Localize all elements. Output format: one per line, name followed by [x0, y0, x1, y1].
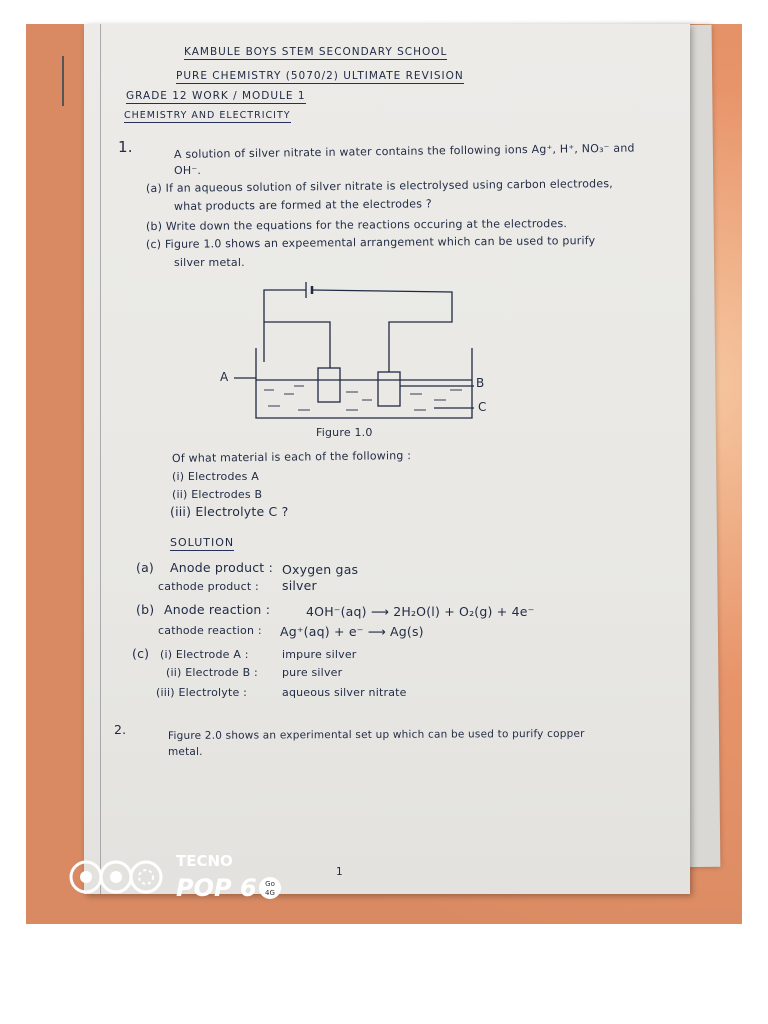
figure-caption: Figure 1.0: [316, 426, 373, 439]
watermark-brand: TECNO: [176, 852, 233, 870]
anode-product-label: Anode product :: [170, 560, 273, 575]
electrode-b: [378, 372, 400, 406]
anode-reaction-label: Anode reaction :: [164, 602, 271, 617]
cathode-reaction-label: cathode reaction :: [158, 624, 262, 637]
question-1-ask-ii: (ii) Electrodes B: [172, 488, 263, 501]
electrode-b-label: (ii) Electrode B :: [166, 666, 258, 679]
wire-to-a: [264, 322, 330, 368]
page-number: 1: [336, 866, 343, 878]
solution-b-label: (b): [136, 602, 155, 617]
wire-right: [312, 290, 452, 372]
question-1a-2: what products are formed at the electrodes ?: [173, 197, 432, 213]
lens-core-2: [110, 871, 122, 883]
solution-heading: SOLUTION: [170, 536, 235, 549]
lens-ring-3: [131, 862, 161, 892]
topic-line: CHEMISTRY AND ELECTRICITY: [124, 110, 291, 121]
watermark-badge-top: Go: [265, 880, 275, 888]
margin-line: [100, 24, 101, 894]
lens-core-1: [80, 871, 92, 883]
question-2-line-2: metal.: [168, 746, 203, 758]
solution-a-label: (a): [136, 560, 155, 575]
electrolyte-label: (iii) Electrolyte :: [156, 686, 248, 699]
watermark-icon: [66, 850, 286, 904]
electrode-a-value: impure silver: [282, 648, 357, 661]
question-1-ask-iii: (iii) Electrolyte C ?: [170, 504, 289, 519]
question-1-intro-2: OH⁻.: [174, 164, 202, 177]
cathode-reaction-equation: Ag⁺(aq) + e⁻ ⟶ Ag(s): [280, 624, 424, 639]
question-1b: (b) Write down the equations for the reactions occuring at the electrodes.: [145, 217, 568, 233]
pen-mark: [62, 56, 64, 106]
wire-left: [264, 290, 306, 362]
electrode-b-value: pure silver: [282, 666, 343, 679]
electrolyte-hatching: [264, 386, 462, 410]
worksheet-page: [84, 24, 690, 894]
anode-reaction-equation: 4OH⁻(aq) ⟶ 2H₂O(l) + O₂(g) + 4e⁻: [306, 604, 535, 619]
figure-label-b: B: [476, 376, 485, 390]
watermark-model: POP 6: [176, 874, 257, 902]
grade-line: GRADE 12 WORK / MODULE 1: [126, 90, 306, 102]
cathode-product-label: cathode product :: [158, 580, 259, 593]
question-1a: (a) If an aqueous solution of silver nitrate is electrolysed using carbon electrodes,: [145, 177, 613, 195]
question-1-ask-i: (i) Electrodes A: [172, 470, 259, 483]
camera-watermark: [66, 850, 286, 904]
question-2-number: 2.: [114, 722, 127, 737]
electrolysis-figure: [234, 282, 494, 432]
question-2-line-1: Figure 2.0 shows an experimental set up which can be used to purify copper: [167, 727, 585, 742]
lens-core-3: [139, 870, 153, 884]
question-1c: (c) Figure 1.0 shows an expeemental arrangement which can be used to purify: [145, 234, 596, 251]
electrode-a: [318, 368, 340, 402]
figure-label-c: C: [478, 400, 487, 414]
anode-product-value: Oxygen gas: [282, 562, 359, 577]
figure-label-a: A: [220, 370, 229, 384]
electrolysis-diagram: [234, 282, 494, 432]
question-1-ask: Of what material is each of the following :: [171, 449, 412, 465]
electrolyte-value: aqueous silver nitrate: [282, 686, 407, 699]
question-1c-2: silver metal.: [174, 256, 245, 269]
course-title: PURE CHEMISTRY (5070/2) ULTIMATE REVISION: [176, 70, 464, 82]
school-name: KAMBULE BOYS STEM SECONDARY SCHOOL: [184, 46, 448, 58]
solution-c-label: (c): [132, 646, 150, 661]
question-1-intro: A solution of silver nitrate in water contains the following ions Ag⁺, H⁺, NO₃⁻ and: [173, 141, 635, 161]
watermark-badge-bottom: 4G: [265, 889, 275, 897]
question-1-number: 1.: [118, 138, 133, 156]
electrode-a-label: (i) Electrode A :: [160, 648, 249, 661]
cathode-product-value: silver: [282, 578, 317, 593]
